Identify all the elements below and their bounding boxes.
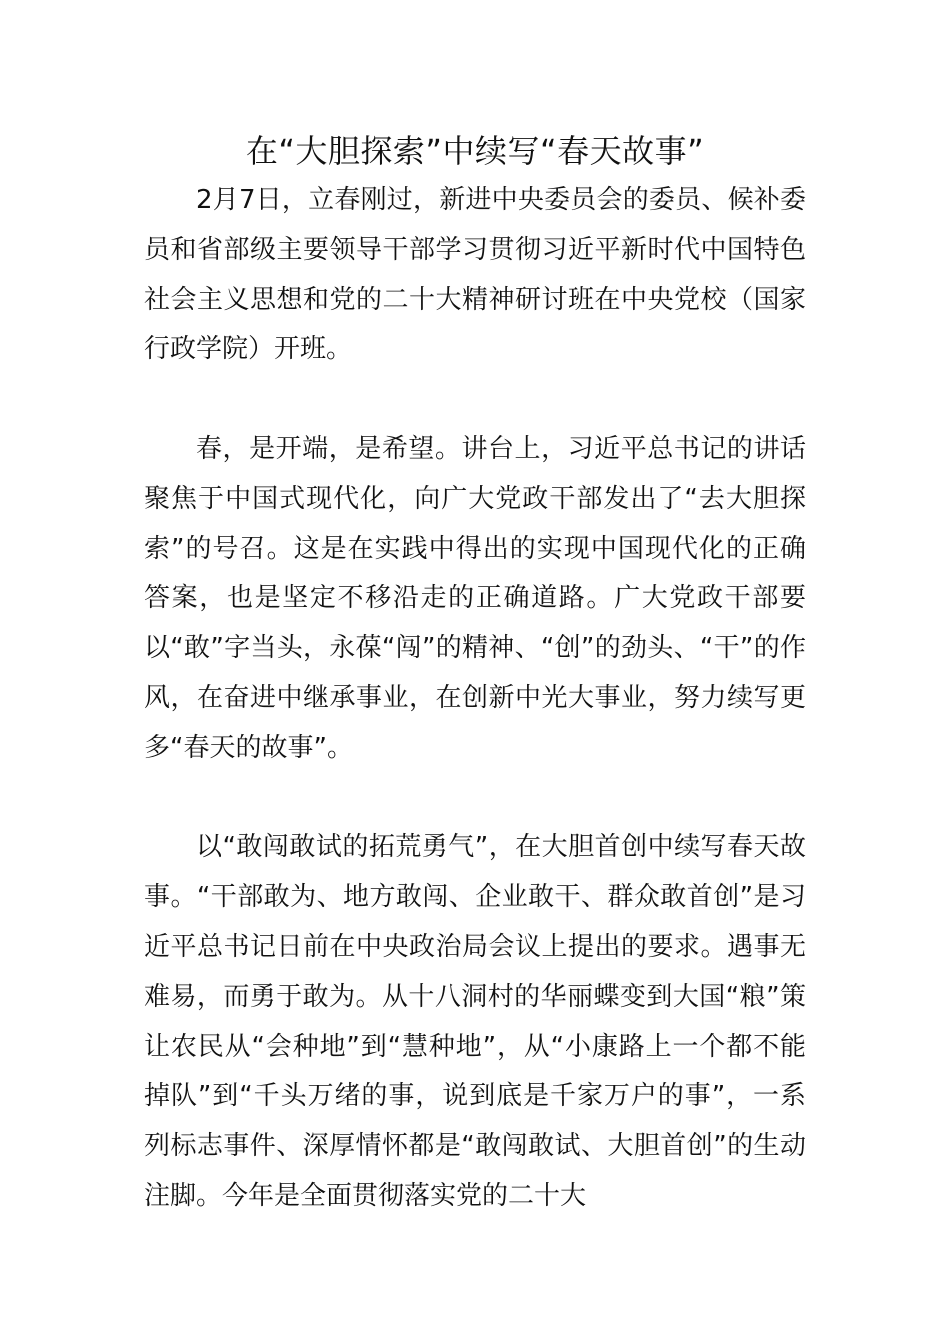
paragraph-1: 2月7日，立春刚过，新进中央委员会的委员、候补委员和省部级主要领导干部学习贯彻习近平新时代中国特色社会主义思想和党的二十大精神研讨班在中央党校（国家行政学院）开班。 xyxy=(144,185,806,365)
paragraph-3: 以“敢闯敢试的拓荒勇气”，在大胆首创中续写春天故事。“干部敢为、地方敢闯、企业敢干、群众敢首创”是习近平总书记日前在中央政治局会议上提出的要求。遇事无难易，而勇于敢为。从十八洞村的华丽蝶变到大国“粮”策让农民从“会种地”到“慧种地”，从“小康路上一个都不能掉队”到“千头万绪的事，说到底是千家万户的事”，一系列标志事件、深厚情怀都是“敢闯敢试、大胆首创”的生动注脚。今年是全面贯彻落实党的二十大 xyxy=(144,832,806,1211)
document-title: 在“大胆探索”中续写“春天故事” xyxy=(245,132,705,170)
paragraph-2: 春，是开端，是希望。讲台上，习近平总书记的讲话聚焦于中国式现代化，向广大党政干部发出了“去大胆探索”的号召。这是在实践中得出的实现中国现代化的正确答案，也是坚定不移沿走的正确道路。广大党政干部要以“敢”字当头，永葆“闯”的精神、“创”的劲头、“干”的作风，在奋进中继承事业，在创新中光大事业，努力续写更多“春天的故事”。 xyxy=(144,433,806,763)
paragraph-spacer xyxy=(144,774,806,824)
paragraph-spacer xyxy=(144,375,806,425)
